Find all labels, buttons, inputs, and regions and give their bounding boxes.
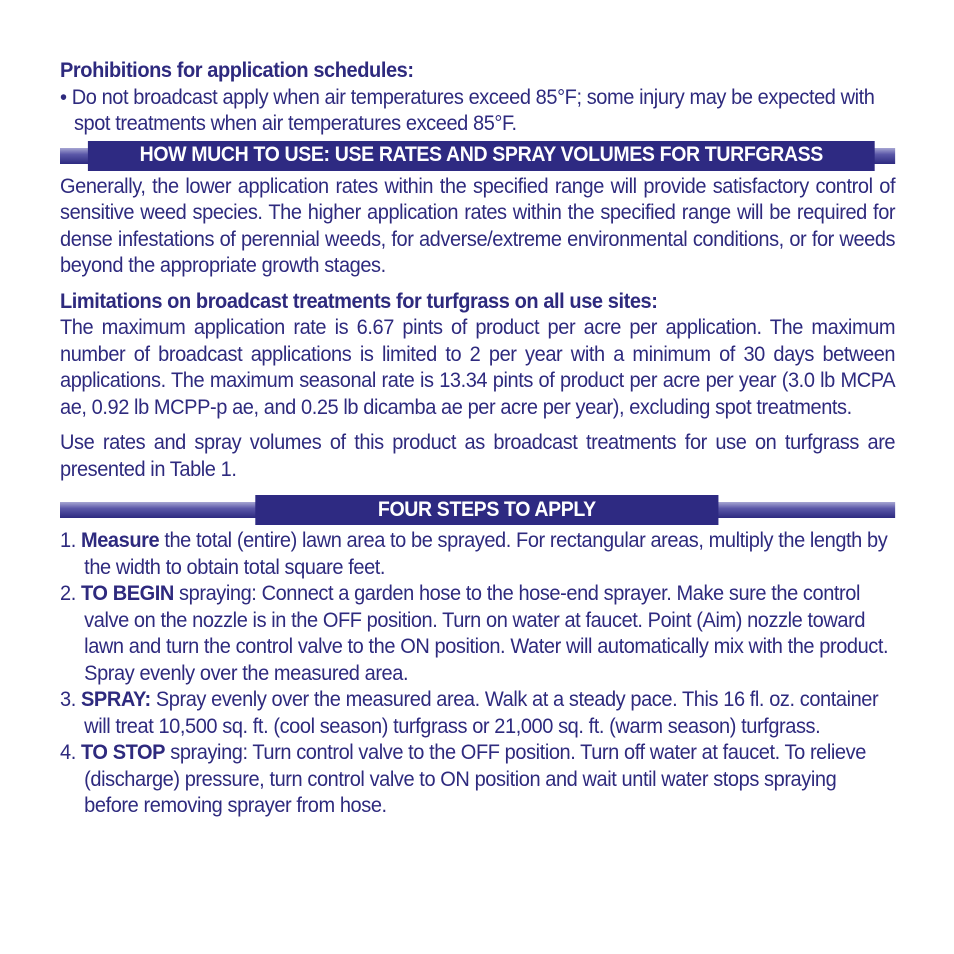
four-steps-banner-label: FOUR STEPS TO APPLY — [255, 495, 718, 525]
prohibitions-item-text: Do not broadcast apply when air temperatures exceed 85°F; some injury may be expected with spot treatments when air temperatures exceed 85°F. — [71, 84, 875, 135]
step-keyword: TO BEGIN — [80, 581, 174, 605]
limitations-heading: Limitations on broadcast treatments for turfgrass on all use sites: — [60, 288, 658, 313]
use-rates-paragraph: Use rates and spray volumes of this product as broadcast treatments for use on turfgrass are presented in Table 1. — [60, 430, 896, 481]
step-keyword: TO STOP — [80, 740, 166, 764]
steps-list — [60, 527, 895, 819]
bullet: • — [60, 84, 67, 109]
four-steps-banner — [60, 495, 895, 525]
how-much-banner-label: HOW MUCH TO USE: USE RATES AND SPRAY VOLUMES FOR TURFGRASS — [88, 141, 875, 171]
step-text: Spray evenly over the measured area. Walk at a steady pace. This 16 fl. oz. container will treat 10,500 sq. ft. (cool season) turfgrass or 21,000 sq. ft. (warm season) turfgrass. — [84, 687, 879, 738]
step-number: 3. — [60, 687, 76, 711]
prohibitions-item — [60, 84, 895, 137]
step-text: the total (entire) lawn area to be sprayed. For rectangular areas, multiply the length by the width to obtain total square feet. — [84, 528, 888, 579]
label-page — [60, 57, 895, 819]
prohibitions-heading: Prohibitions for application schedules: — [60, 58, 414, 82]
step-text: spraying: Connect a garden hose to the hose-end sprayer. Make sure the control valve on the nozzle is in the OFF position. Turn on water at faucet. Point (Aim) nozzle toward lawn and turn the control valve to the ON position. Water will automatically mix with the product. Spray evenly over the measured area. — [84, 581, 889, 685]
step-number: 1. — [60, 528, 76, 552]
step-number: 4. — [60, 740, 76, 764]
step-text: spraying: Turn control valve to the OFF position. Turn off water at faucet. To relieve (discharge) pressure, turn control valve to ON position and wait until water stops spraying before removing sprayer from hose. — [84, 740, 866, 817]
step-item — [60, 686, 895, 739]
step-number: 2. — [60, 581, 76, 605]
step-item — [60, 739, 895, 819]
step-item — [60, 580, 895, 686]
step-keyword: SPRAY: — [80, 687, 151, 711]
step-keyword: Measure — [80, 528, 160, 552]
step-item — [60, 527, 895, 580]
how-much-paragraph: Generally, the lower application rates within the specified range will provide satisfactory control of sensitive weed species. The higher application rates within the specified range will be required for dense infestations of perennial weeds, for adverse/extreme environmental conditions, or for weeds beyond the appropriate growth stages. — [60, 173, 896, 277]
how-much-banner — [60, 141, 895, 171]
limitations-paragraph: The maximum application rate is 6.67 pints of product per acre per application. The maximum number of broadcast applications is limited to 2 per year with a minimum of 30 days between applications. The maximum seasonal rate is 13.34 pints of product per acre per year (3.0 lb MCPA ae, 0.92 lb MCPP-p ae, and 0.25 lb dicamba ae per acre per year), excluding spot treatments. — [60, 315, 896, 419]
